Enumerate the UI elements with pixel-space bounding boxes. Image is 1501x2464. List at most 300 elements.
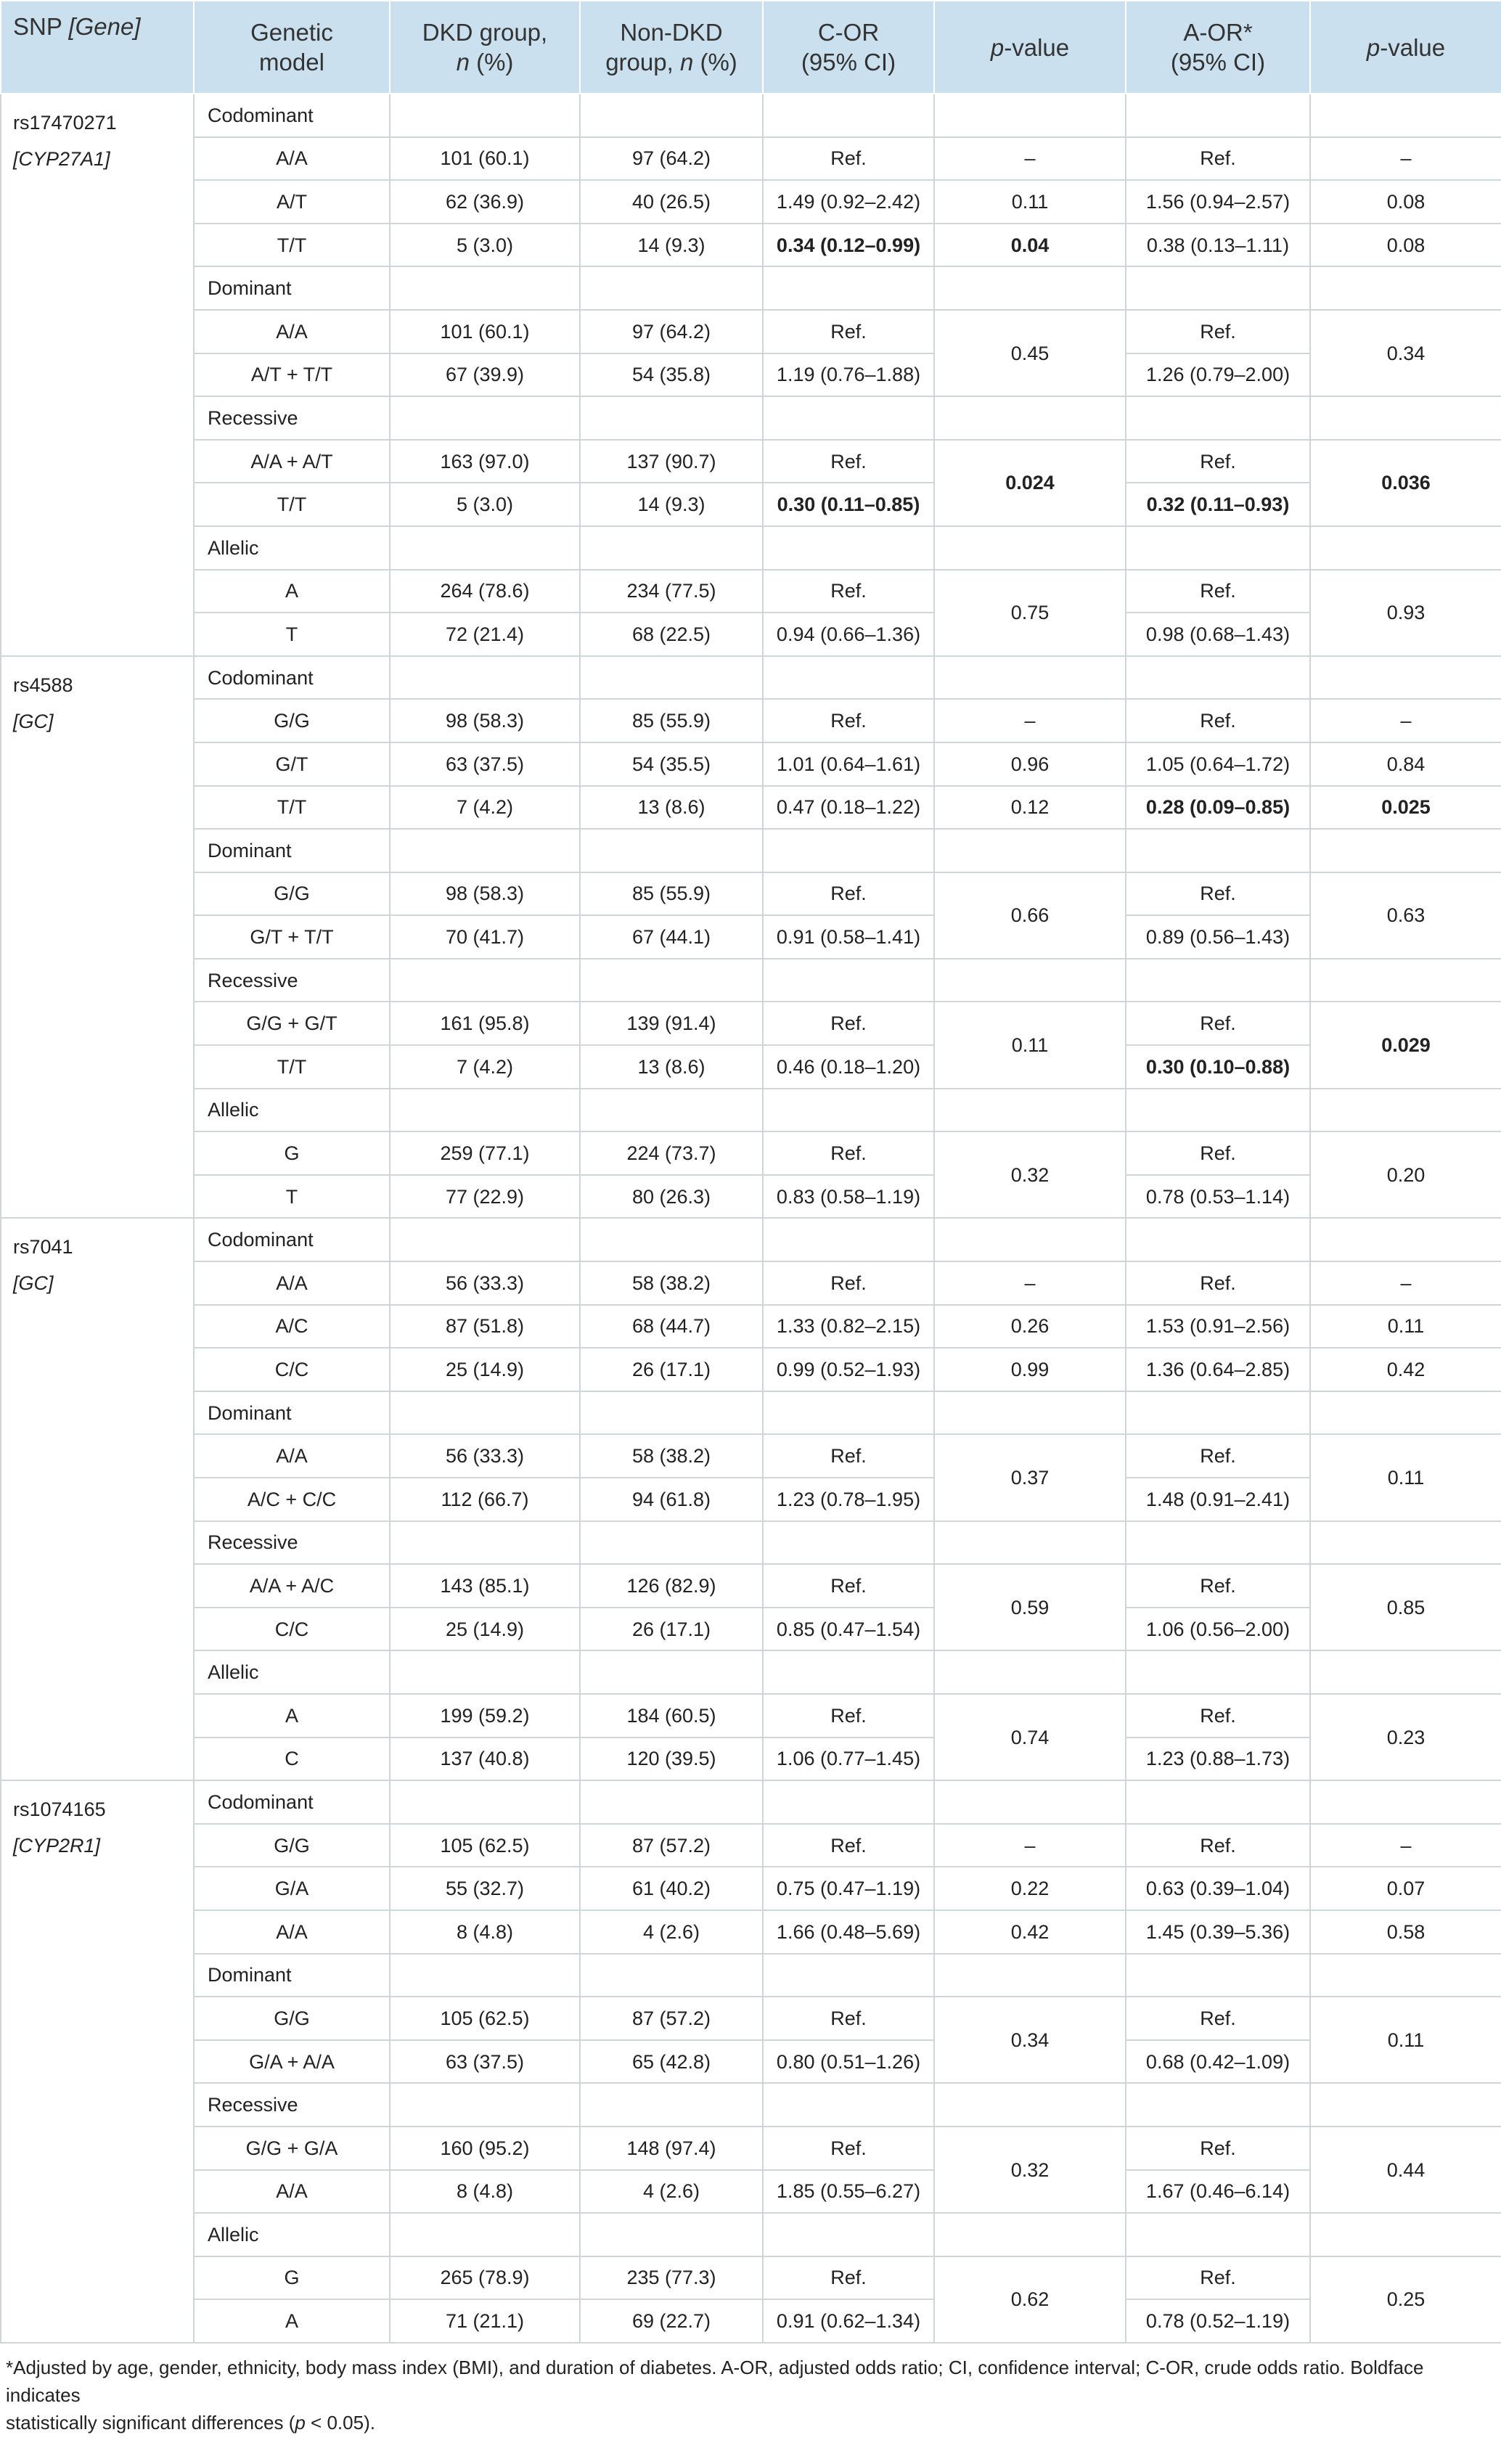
p-value-adjusted-cell: 0.34 (1310, 310, 1501, 396)
adjusted-or-cell: 1.48 (0.91–2.41) (1126, 1478, 1310, 1521)
non-dkd-count-cell: 94 (61.8) (580, 1478, 763, 1521)
empty-cell (763, 1391, 934, 1435)
adjusted-or-cell: Ref. (1126, 1564, 1310, 1608)
dkd-count-cell: 70 (41.7) (390, 915, 580, 959)
empty-cell (1310, 2083, 1501, 2127)
empty-cell (1126, 959, 1310, 1002)
model-header-row (1, 2213, 1501, 2256)
dkd-count-cell: 7 (4.2) (390, 1045, 580, 1089)
adjusted-or-cell: Ref. (1126, 1824, 1310, 1867)
dkd-count-cell: 67 (39.9) (390, 353, 580, 397)
p-value-adjusted-cell: 0.44 (1310, 2127, 1501, 2213)
empty-cell (1310, 94, 1501, 137)
adjusted-or-cell: Ref. (1126, 872, 1310, 916)
dkd-count-cell: 265 (78.9) (390, 2256, 580, 2300)
header-genetic-model: Genetic model (194, 1, 390, 94)
non-dkd-count-cell: 65 (42.8) (580, 2040, 763, 2084)
non-dkd-count-cell: 97 (64.2) (580, 310, 763, 353)
header-p-value-adjusted: p-value (1310, 1, 1501, 94)
model-header-row (1, 1521, 1501, 1565)
genotype-cell: A/T + T/T (194, 353, 390, 397)
p-value-adjusted-cell: 0.11 (1310, 1997, 1501, 2083)
snp-cell (1, 656, 194, 1219)
dkd-count-cell: 98 (58.3) (390, 872, 580, 916)
empty-cell (934, 94, 1126, 137)
empty-cell (580, 526, 763, 570)
genetic-model-label: Recessive (194, 396, 390, 440)
empty-cell (934, 1521, 1126, 1565)
p-value-crude-cell: 0.74 (934, 1694, 1126, 1780)
crude-or-cell: Ref. (763, 1997, 934, 2040)
empty-cell (390, 1218, 580, 1261)
adjusted-or-cell: 0.30 (0.10–0.88) (1126, 1045, 1310, 1089)
p-value-adjusted-cell: – (1310, 137, 1501, 181)
table-row (1, 2170, 1501, 2214)
empty-cell (1310, 656, 1501, 700)
p-value-crude-cell: 0.42 (934, 1910, 1126, 1954)
genotype-cell: C/C (194, 1348, 390, 1391)
table-row (1, 440, 1501, 483)
genotype-cell: G/T + T/T (194, 915, 390, 959)
empty-cell (763, 1780, 934, 1824)
empty-cell (1310, 1089, 1501, 1132)
non-dkd-count-cell: 54 (35.5) (580, 742, 763, 786)
adjusted-or-cell: 1.06 (0.56–2.00) (1126, 1608, 1310, 1651)
p-value-crude-cell: 0.96 (934, 742, 1126, 786)
dkd-count-cell: 25 (14.9) (390, 1348, 580, 1391)
genotype-cell: A/A (194, 310, 390, 353)
table-body (1, 94, 1501, 2343)
dkd-count-cell: 137 (40.8) (390, 1738, 580, 1781)
empty-cell (390, 2083, 580, 2127)
non-dkd-count-cell: 13 (8.6) (580, 1045, 763, 1089)
adjusted-or-cell: 1.36 (0.64–2.85) (1126, 1348, 1310, 1391)
genetic-model-label: Recessive (194, 2083, 390, 2127)
non-dkd-count-cell: 14 (9.3) (580, 483, 763, 526)
empty-cell (934, 1650, 1126, 1694)
p-value-adjusted-cell: 0.029 (1310, 1002, 1501, 1088)
empty-cell (1310, 526, 1501, 570)
p-value-adjusted-cell: 0.84 (1310, 742, 1501, 786)
model-header-row (1, 2083, 1501, 2127)
empty-cell (763, 526, 934, 570)
empty-cell (763, 2083, 934, 2127)
p-value-crude-cell: 0.75 (934, 570, 1126, 656)
non-dkd-count-cell: 85 (55.9) (580, 699, 763, 742)
genotype-cell: G/G (194, 699, 390, 742)
table-row (1, 915, 1501, 959)
empty-cell (1126, 94, 1310, 137)
empty-cell (580, 829, 763, 872)
adjusted-or-cell: 0.28 (0.09–0.85) (1126, 786, 1310, 830)
snp-id: rs7041 (13, 1236, 73, 1258)
empty-cell (390, 526, 580, 570)
empty-cell (1126, 829, 1310, 872)
p-value-adjusted-cell: 0.11 (1310, 1434, 1501, 1520)
genetic-model-label: Dominant (194, 829, 390, 872)
snp-gene: [CYP27A1] (13, 148, 110, 170)
p-value-adjusted-cell: – (1310, 1824, 1501, 1867)
table-row (1, 613, 1501, 656)
crude-or-cell: Ref. (763, 2127, 934, 2170)
crude-or-cell: 1.49 (0.92–2.42) (763, 180, 934, 224)
p-value-adjusted-cell: 0.58 (1310, 1910, 1501, 1954)
empty-cell (1126, 656, 1310, 700)
empty-cell (1126, 1521, 1310, 1565)
table-row (1, 1997, 1501, 2040)
empty-cell (763, 959, 934, 1002)
genotype-cell: A (194, 1694, 390, 1738)
empty-cell (390, 829, 580, 872)
dkd-count-cell: 55 (32.7) (390, 1867, 580, 1910)
dkd-count-cell: 101 (60.1) (390, 137, 580, 181)
empty-cell (763, 266, 934, 310)
non-dkd-count-cell: 40 (26.5) (580, 180, 763, 224)
snp-id: rs4588 (13, 674, 73, 696)
crude-or-cell: 0.99 (0.52–1.93) (763, 1348, 934, 1391)
crude-or-cell: Ref. (763, 2256, 934, 2300)
non-dkd-count-cell: 61 (40.2) (580, 1867, 763, 1910)
dkd-count-cell: 63 (37.5) (390, 2040, 580, 2084)
dkd-count-cell: 63 (37.5) (390, 742, 580, 786)
empty-cell (1126, 396, 1310, 440)
non-dkd-count-cell: 120 (39.5) (580, 1738, 763, 1781)
genetic-model-label: Dominant (194, 266, 390, 310)
p-value-adjusted-cell: 0.42 (1310, 1348, 1501, 1391)
empty-cell (580, 2213, 763, 2256)
table-row (1, 483, 1501, 526)
genotype-cell: G/G (194, 1997, 390, 2040)
genetic-model-label: Codominant (194, 1780, 390, 1824)
non-dkd-count-cell: 97 (64.2) (580, 137, 763, 181)
model-header-row (1, 829, 1501, 872)
adjusted-or-cell: Ref. (1126, 137, 1310, 181)
genotype-cell: A/C (194, 1305, 390, 1348)
dkd-count-cell: 62 (36.9) (390, 180, 580, 224)
p-value-crude-cell: 0.22 (934, 1867, 1126, 1910)
genetic-model-label: Allelic (194, 1650, 390, 1694)
adjusted-or-cell: Ref. (1126, 1261, 1310, 1305)
genetic-model-label: Codominant (194, 1218, 390, 1261)
model-header-row (1, 1650, 1501, 1694)
empty-cell (1310, 1218, 1501, 1261)
adjusted-or-cell: Ref. (1126, 440, 1310, 483)
empty-cell (1126, 2083, 1310, 2127)
adjusted-or-cell: 0.89 (0.56–1.43) (1126, 915, 1310, 959)
empty-cell (934, 2213, 1126, 2256)
crude-or-cell: 1.85 (0.55–6.27) (763, 2170, 934, 2214)
crude-or-cell: 0.91 (0.62–1.34) (763, 2299, 934, 2343)
table-row (1, 1305, 1501, 1348)
empty-cell (390, 396, 580, 440)
adjusted-or-cell: 0.78 (0.53–1.14) (1126, 1175, 1310, 1219)
table-row (1, 699, 1501, 742)
table-row (1, 1131, 1501, 1175)
dkd-count-cell: 56 (33.3) (390, 1261, 580, 1305)
table-row (1, 872, 1501, 916)
non-dkd-count-cell: 54 (35.8) (580, 353, 763, 397)
p-value-adjusted-cell: 0.036 (1310, 440, 1501, 526)
adjusted-or-cell: 0.38 (0.13–1.11) (1126, 224, 1310, 267)
dkd-count-cell: 101 (60.1) (390, 310, 580, 353)
non-dkd-count-cell: 4 (2.6) (580, 2170, 763, 2214)
empty-cell (1126, 1780, 1310, 1824)
crude-or-cell: 0.75 (0.47–1.19) (763, 1867, 934, 1910)
non-dkd-count-cell: 68 (44.7) (580, 1305, 763, 1348)
non-dkd-count-cell: 184 (60.5) (580, 1694, 763, 1738)
header-adjusted-or: A-OR* (95% CI) (1126, 1, 1310, 94)
header-dkd-group: DKD group, n (%) (390, 1, 580, 94)
header-crude-or: C-OR (95% CI) (763, 1, 934, 94)
genetic-model-label: Allelic (194, 1089, 390, 1132)
genotype-cell: T/T (194, 224, 390, 267)
empty-cell (580, 1391, 763, 1435)
genotype-cell: T/T (194, 483, 390, 526)
genotype-cell: G/A + A/A (194, 2040, 390, 2084)
non-dkd-count-cell: 58 (38.2) (580, 1261, 763, 1305)
model-header-row (1, 1954, 1501, 1997)
empty-cell (934, 1089, 1126, 1132)
model-header-row (1, 656, 1501, 700)
table-row (1, 353, 1501, 397)
snp-id: rs17470271 (13, 112, 117, 134)
p-value-crude-cell: 0.34 (934, 1997, 1126, 2083)
table-row (1, 1694, 1501, 1738)
genotype-cell: A/A (194, 1261, 390, 1305)
header-snp: SNP [Gene] (1, 1, 194, 94)
table-row (1, 1434, 1501, 1478)
empty-cell (763, 396, 934, 440)
table-row (1, 1261, 1501, 1305)
genotype-cell: A/A (194, 137, 390, 181)
model-header-row (1, 1780, 1501, 1824)
empty-cell (1310, 1391, 1501, 1435)
empty-cell (1310, 396, 1501, 440)
table-row (1, 1564, 1501, 1608)
adjusted-or-cell: 1.05 (0.64–1.72) (1126, 742, 1310, 786)
genotype-cell: G (194, 1131, 390, 1175)
model-header-row (1, 94, 1501, 137)
dkd-count-cell: 7 (4.2) (390, 786, 580, 830)
adjusted-or-cell: 0.63 (0.39–1.04) (1126, 1867, 1310, 1910)
snp-gene: [CYP2R1] (13, 1835, 101, 1857)
adjusted-or-cell: 1.56 (0.94–2.57) (1126, 180, 1310, 224)
empty-cell (934, 829, 1126, 872)
genotype-cell: A (194, 2299, 390, 2343)
empty-cell (1126, 266, 1310, 310)
crude-or-cell: 0.85 (0.47–1.54) (763, 1608, 934, 1651)
empty-cell (763, 1089, 934, 1132)
genotype-cell: A/T (194, 180, 390, 224)
empty-cell (390, 1650, 580, 1694)
adjusted-or-cell: 1.26 (0.79–2.00) (1126, 353, 1310, 397)
table-row (1, 224, 1501, 267)
snp-gene: [GC] (13, 1272, 54, 1295)
genetic-model-label: Dominant (194, 1391, 390, 1435)
empty-cell (1126, 1089, 1310, 1132)
genotype-cell: A/A (194, 1434, 390, 1478)
table-row (1, 1478, 1501, 1521)
adjusted-or-cell: Ref. (1126, 2256, 1310, 2300)
dkd-count-cell: 98 (58.3) (390, 699, 580, 742)
empty-cell (763, 829, 934, 872)
dkd-count-cell: 143 (85.1) (390, 1564, 580, 1608)
empty-cell (580, 656, 763, 700)
genotype-cell: T (194, 613, 390, 656)
genetic-model-label: Allelic (194, 526, 390, 570)
table-footnote: *Adjusted by age, gender, ethnicity, body mass index (BMI), and duration of diabetes. A-OR, adjusted odds ratio; CI, confidence interval; C-OR, crude odds ratio. Boldface indicates statistically significant differences (p < 0.05). (6, 2356, 1424, 2434)
non-dkd-count-cell: 235 (77.3) (580, 2256, 763, 2300)
empty-cell (934, 1954, 1126, 1997)
adjusted-or-cell: 0.32 (0.11–0.93) (1126, 483, 1310, 526)
non-dkd-count-cell: 224 (73.7) (580, 1131, 763, 1175)
header-row (1, 1, 1501, 94)
snp-cell (1, 1780, 194, 2343)
p-value-adjusted-cell: 0.07 (1310, 1867, 1501, 1910)
p-value-crude-cell: 0.45 (934, 310, 1126, 396)
empty-cell (763, 1954, 934, 1997)
non-dkd-count-cell: 139 (91.4) (580, 1002, 763, 1045)
empty-cell (763, 1521, 934, 1565)
p-value-adjusted-cell: – (1310, 1261, 1501, 1305)
empty-cell (763, 94, 934, 137)
crude-or-cell: 1.01 (0.64–1.61) (763, 742, 934, 786)
adjusted-or-cell: Ref. (1126, 2127, 1310, 2170)
table-row (1, 2256, 1501, 2300)
adjusted-or-cell: 0.98 (0.68–1.43) (1126, 613, 1310, 656)
table-row (1, 1608, 1501, 1651)
crude-or-cell: 1.66 (0.48–5.69) (763, 1910, 934, 1954)
p-value-adjusted-cell: 0.11 (1310, 1305, 1501, 1348)
non-dkd-count-cell: 85 (55.9) (580, 872, 763, 916)
p-value-adjusted-cell: 0.08 (1310, 180, 1501, 224)
table-row (1, 1045, 1501, 1089)
empty-cell (580, 396, 763, 440)
crude-or-cell: Ref. (763, 1564, 934, 1608)
adjusted-or-cell: Ref. (1126, 1434, 1310, 1478)
table-row (1, 1867, 1501, 1910)
empty-cell (580, 2083, 763, 2127)
model-header-row (1, 526, 1501, 570)
empty-cell (1126, 1650, 1310, 1694)
p-value-crude-cell: 0.04 (934, 224, 1126, 267)
non-dkd-count-cell: 26 (17.1) (580, 1608, 763, 1651)
dkd-count-cell: 264 (78.6) (390, 570, 580, 613)
dkd-count-cell: 56 (33.3) (390, 1434, 580, 1478)
snp-id: rs1074165 (13, 1798, 106, 1821)
genotype-cell: G/G (194, 1824, 390, 1867)
empty-cell (934, 959, 1126, 1002)
model-header-row (1, 1391, 1501, 1435)
p-value-crude-cell: 0.024 (934, 440, 1126, 526)
p-value-crude-cell: 0.66 (934, 872, 1126, 959)
snp-cell (1, 94, 194, 656)
table-row (1, 570, 1501, 613)
crude-or-cell: Ref. (763, 1002, 934, 1045)
p-value-adjusted-cell: 0.025 (1310, 786, 1501, 830)
dkd-count-cell: 105 (62.5) (390, 1824, 580, 1867)
p-value-adjusted-cell: 0.63 (1310, 872, 1501, 959)
non-dkd-count-cell: 87 (57.2) (580, 1997, 763, 2040)
empty-cell (580, 1089, 763, 1132)
non-dkd-count-cell: 87 (57.2) (580, 1824, 763, 1867)
p-value-crude-cell: 0.32 (934, 1131, 1126, 1218)
table-row (1, 1002, 1501, 1045)
genotype-cell: A/A (194, 2170, 390, 2214)
non-dkd-count-cell: 80 (26.3) (580, 1175, 763, 1219)
crude-or-cell: Ref. (763, 1824, 934, 1867)
empty-cell (1310, 1954, 1501, 1997)
dkd-count-cell: 105 (62.5) (390, 1997, 580, 2040)
empty-cell (390, 266, 580, 310)
table-row (1, 1910, 1501, 1954)
empty-cell (1126, 2213, 1310, 2256)
empty-cell (934, 396, 1126, 440)
p-value-crude-cell: 0.32 (934, 2127, 1126, 2213)
empty-cell (390, 1954, 580, 1997)
model-header-row (1, 396, 1501, 440)
empty-cell (763, 656, 934, 700)
non-dkd-count-cell: 13 (8.6) (580, 786, 763, 830)
empty-cell (763, 2213, 934, 2256)
dkd-count-cell: 112 (66.7) (390, 1478, 580, 1521)
crude-or-cell: Ref. (763, 1694, 934, 1738)
empty-cell (390, 94, 580, 137)
genotype-cell: T/T (194, 1045, 390, 1089)
table-row (1, 180, 1501, 224)
genotype-cell: T/T (194, 786, 390, 830)
empty-cell (390, 1521, 580, 1565)
empty-cell (934, 2083, 1126, 2127)
empty-cell (1310, 959, 1501, 1002)
empty-cell (1310, 2213, 1501, 2256)
genotype-cell: C/C (194, 1608, 390, 1651)
crude-or-cell: 0.94 (0.66–1.36) (763, 613, 934, 656)
p-value-crude-cell: 0.11 (934, 1002, 1126, 1088)
table-row (1, 310, 1501, 353)
p-value-adjusted-cell: 0.08 (1310, 224, 1501, 267)
empty-cell (390, 1780, 580, 1824)
header-non-dkd-group: Non-DKD group, n (%) (580, 1, 763, 94)
dkd-count-cell: 199 (59.2) (390, 1694, 580, 1738)
crude-or-cell: 0.34 (0.12–0.99) (763, 224, 934, 267)
crude-or-cell: Ref. (763, 570, 934, 613)
table-row (1, 1175, 1501, 1219)
p-value-crude-cell: 0.62 (934, 2256, 1126, 2343)
p-value-crude-cell: 0.12 (934, 786, 1126, 830)
p-value-crude-cell: 0.59 (934, 1564, 1126, 1650)
dkd-count-cell: 87 (51.8) (390, 1305, 580, 1348)
empty-cell (934, 656, 1126, 700)
genotype-cell: G/T (194, 742, 390, 786)
dkd-count-cell: 77 (22.9) (390, 1175, 580, 1219)
crude-or-cell: Ref. (763, 137, 934, 181)
genotype-cell: A/A + A/T (194, 440, 390, 483)
empty-cell (580, 1521, 763, 1565)
p-value-crude-cell: – (934, 699, 1126, 742)
table-row (1, 786, 1501, 830)
dkd-count-cell: 72 (21.4) (390, 613, 580, 656)
empty-cell (580, 1954, 763, 1997)
empty-cell (1126, 1391, 1310, 1435)
empty-cell (934, 526, 1126, 570)
dkd-count-cell: 25 (14.9) (390, 1608, 580, 1651)
genetic-model-label: Allelic (194, 2213, 390, 2256)
table-row (1, 2127, 1501, 2170)
p-value-adjusted-cell: 0.93 (1310, 570, 1501, 656)
empty-cell (1310, 1521, 1501, 1565)
genetic-model-label: Recessive (194, 1521, 390, 1565)
